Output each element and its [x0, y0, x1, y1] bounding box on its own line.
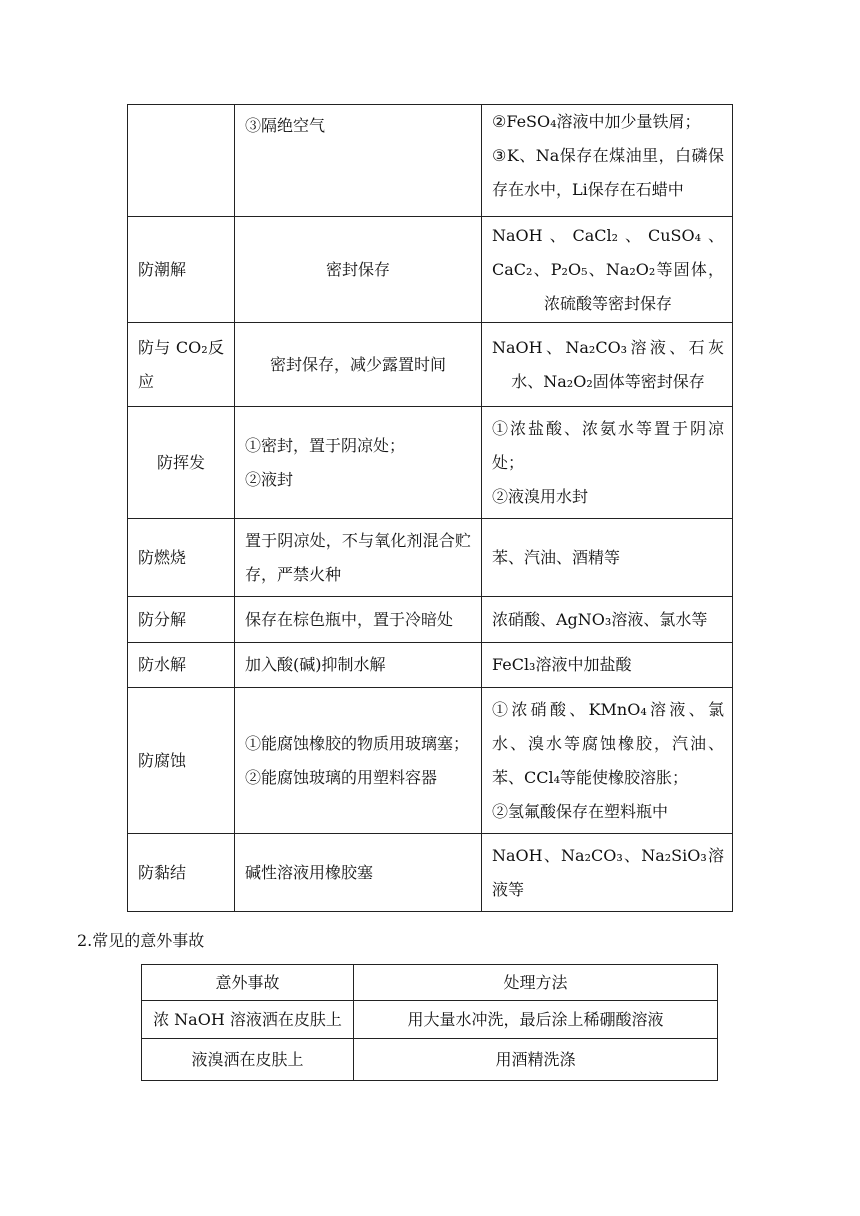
examples-cell: NaOH、CaCl₂、CuSO₄、CaC₂、P₂O₅、Na₂O₂等固体，浓硫酸等密封保存 — [482, 217, 733, 323]
table-row — [128, 105, 733, 217]
method-cell: 碱性溶液用橡胶塞 — [235, 834, 482, 912]
examples-cell: ②FeSO₄溶液中加少量铁屑； ③K、Na保存在煤油里，白磷保存在水中，Li保存在石蜡中 — [482, 105, 733, 217]
table-row — [128, 643, 733, 688]
measure-cell — [128, 105, 235, 217]
table-header-row — [142, 965, 718, 1001]
method-cell: ③隔绝空气 — [235, 105, 482, 217]
method-cell: 置于阴凉处，不与氧化剂混合贮存，严禁火种 — [235, 519, 482, 597]
examples-cell: ①浓盐酸、浓氨水等置于阴凉处； ②液溴用水封 — [482, 407, 733, 519]
method-cell: 密封保存，减少露置时间 — [235, 323, 482, 407]
measure-cell: 防分解 — [128, 597, 235, 643]
storage-table — [127, 104, 733, 912]
method-cell: 密封保存 — [235, 217, 482, 323]
table-row — [142, 1039, 718, 1081]
table-row — [128, 217, 733, 323]
measure-cell: 防与 CO₂反应 — [128, 323, 235, 407]
section-heading: 2.常见的意外事故 — [77, 931, 205, 950]
examples-cell: NaOH、Na₂CO₃、Na₂SiO₃溶液等 — [482, 834, 733, 912]
examples-cell: ①浓硝酸、KMnO₄溶液、氯水、溴水等腐蚀橡胶，汽油、苯、CCl₄等能使橡胶溶胀； ②氢氟酸保存在塑料瓶中 — [482, 688, 733, 834]
method-cell: 加入酸(碱)抑制水解 — [235, 643, 482, 688]
table-row — [128, 407, 733, 519]
measure-cell: 防潮解 — [128, 217, 235, 323]
examples-cell: FeCl₃溶液中加盐酸 — [482, 643, 733, 688]
table-row — [128, 688, 733, 834]
table-row — [128, 323, 733, 407]
table-row — [142, 1001, 718, 1039]
method-cell: ①密封，置于阴凉处； ②液封 — [235, 407, 482, 519]
measure-cell: 防挥发 — [128, 407, 235, 519]
column-header: 处理方法 — [354, 965, 718, 1001]
method-cell: ①能腐蚀橡胶的物质用玻璃塞； ②能腐蚀玻璃的用塑料容器 — [235, 688, 482, 834]
measure-cell: 防黏结 — [128, 834, 235, 912]
measure-cell: 防水解 — [128, 643, 235, 688]
measure-cell: 防腐蚀 — [128, 688, 235, 834]
table-row — [128, 597, 733, 643]
accident-table — [141, 964, 718, 1081]
accident-cell: 液溴洒在皮肤上 — [142, 1039, 354, 1081]
examples-cell: NaOH、Na₂CO₃溶液、石灰水、Na₂O₂固体等密封保存 — [482, 323, 733, 407]
treatment-cell: 用大量水冲洗，最后涂上稀硼酸溶液 — [354, 1001, 718, 1039]
examples-cell: 苯、汽油、酒精等 — [482, 519, 733, 597]
accident-cell: 浓 NaOH 溶液洒在皮肤上 — [142, 1001, 354, 1039]
column-header: 意外事故 — [142, 965, 354, 1001]
treatment-cell: 用酒精洗涤 — [354, 1039, 718, 1081]
method-cell: 保存在棕色瓶中，置于冷暗处 — [235, 597, 482, 643]
table-row — [128, 519, 733, 597]
examples-cell: 浓硝酸、AgNO₃溶液、氯水等 — [482, 597, 733, 643]
measure-cell: 防燃烧 — [128, 519, 235, 597]
table-row — [128, 834, 733, 912]
